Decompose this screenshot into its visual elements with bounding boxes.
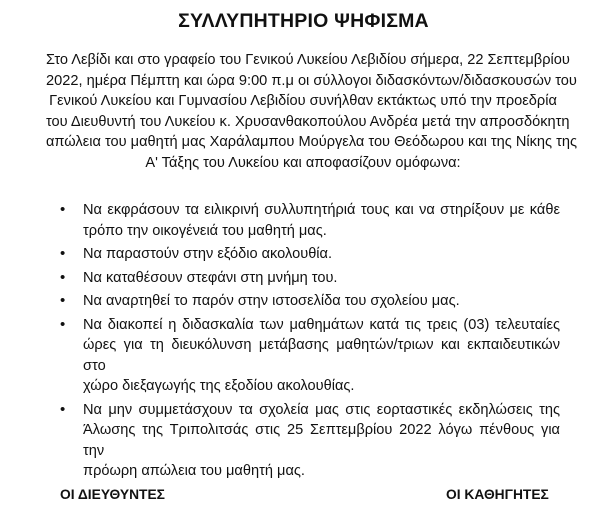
bullet-icon: • [60,400,66,418]
signature-directors: ΟΙ ΔΙΕΥΘΥΝΤΕΣ [60,487,165,502]
decisions-list [60,200,560,485]
decision-line: Να εκφράσουν τα ειλικρινή συλλυπητήριά τους και να στηρίξουν με κάθε [83,202,560,218]
decision-line: τρόπο την οικογένειά του μαθητή μας. [83,222,327,239]
signature-teachers: ΟΙ ΚΑΘΗΓΗΤΕΣ [446,487,549,502]
decision-item [60,200,560,241]
intro-paragraph [46,50,578,173]
decision-text [83,244,560,265]
decision-text [83,315,560,397]
decision-text [83,400,560,482]
intro-line: απώλεια του μαθητή μας Χαράλαμπου Μούργελα του Θεόδωρου και της Νίκης της [46,134,578,150]
bullet-icon: • [60,292,66,309]
decision-line: Να καταθέσουν στεφάνι στη μνήμη του. [83,269,338,286]
bullet-icon: • [60,245,66,262]
decision-line: ώρες για τη διευκόλυνση μετάβασης μαθητών/τριων και εκπαιδευτικών στο [83,337,560,374]
intro-line: του Διευθυντή του Λυκείου κ. Χρυσανθακοπούλου Ανδρέα μετά την απροσδόκητη [46,113,570,130]
decision-item [60,268,560,289]
decision-line: Άλωσης της Τριπολιτσάς στις 25 Σεπτεμβρίου 2022 λόγω πένθους για την [83,422,560,459]
intro-line: Α' Τάξης του Λυκείου και αποφασίζουν ομόφωνα: [145,154,461,171]
bullet-icon: • [60,315,66,333]
bullet-icon: • [60,268,66,286]
decision-line: Να διακοπεί η διδασκαλία των μαθημάτων κατά τις τρεις (03) τελευταίες [83,316,560,333]
decision-line: χώρο διεξαγωγής της εξοδίου ακολουθίας. [83,378,355,394]
decision-item [60,244,560,265]
decision-line: Να παραστούν στην εξόδιο ακολουθία. [83,246,333,262]
intro-line: Στο Λεβίδι και στο γραφείο του Γενικού Λυκείου Λεβιδίου σήμερα, 22 Σεπτεμβρίου [46,52,570,68]
decision-line: πρόωρη απώλεια του μαθητή μας. [83,463,305,479]
decision-text [83,291,560,312]
decision-item [60,400,560,482]
decision-text [83,268,560,289]
document-title: ΣΥΛΛΥΠΗΤΗΡΙΟ ΨΗΦΙΣΜΑ [178,10,429,32]
intro-line: Γενικού Λυκείου και Γυμνασίου Λεβιδίου συνήλθαν εκτάκτως υπό την προεδρία [49,93,557,109]
decision-line: Να αναρτηθεί το παρόν στην ιστοσελίδα του σχολείου μας. [83,293,460,309]
decision-line: Να μην συμμετάσχουν τα σχολεία μας στις εορταστικές εκδηλώσεις της [83,401,560,418]
intro-line: 2022, ημέρα Πέμπτη και ώρα 9:00 π.μ οι σύλλογοι διδασκόντων/διδασκουσών του [46,72,577,89]
decision-item [60,315,560,397]
decision-text [83,200,560,241]
bullet-icon: • [60,201,66,218]
decision-item [60,291,560,312]
